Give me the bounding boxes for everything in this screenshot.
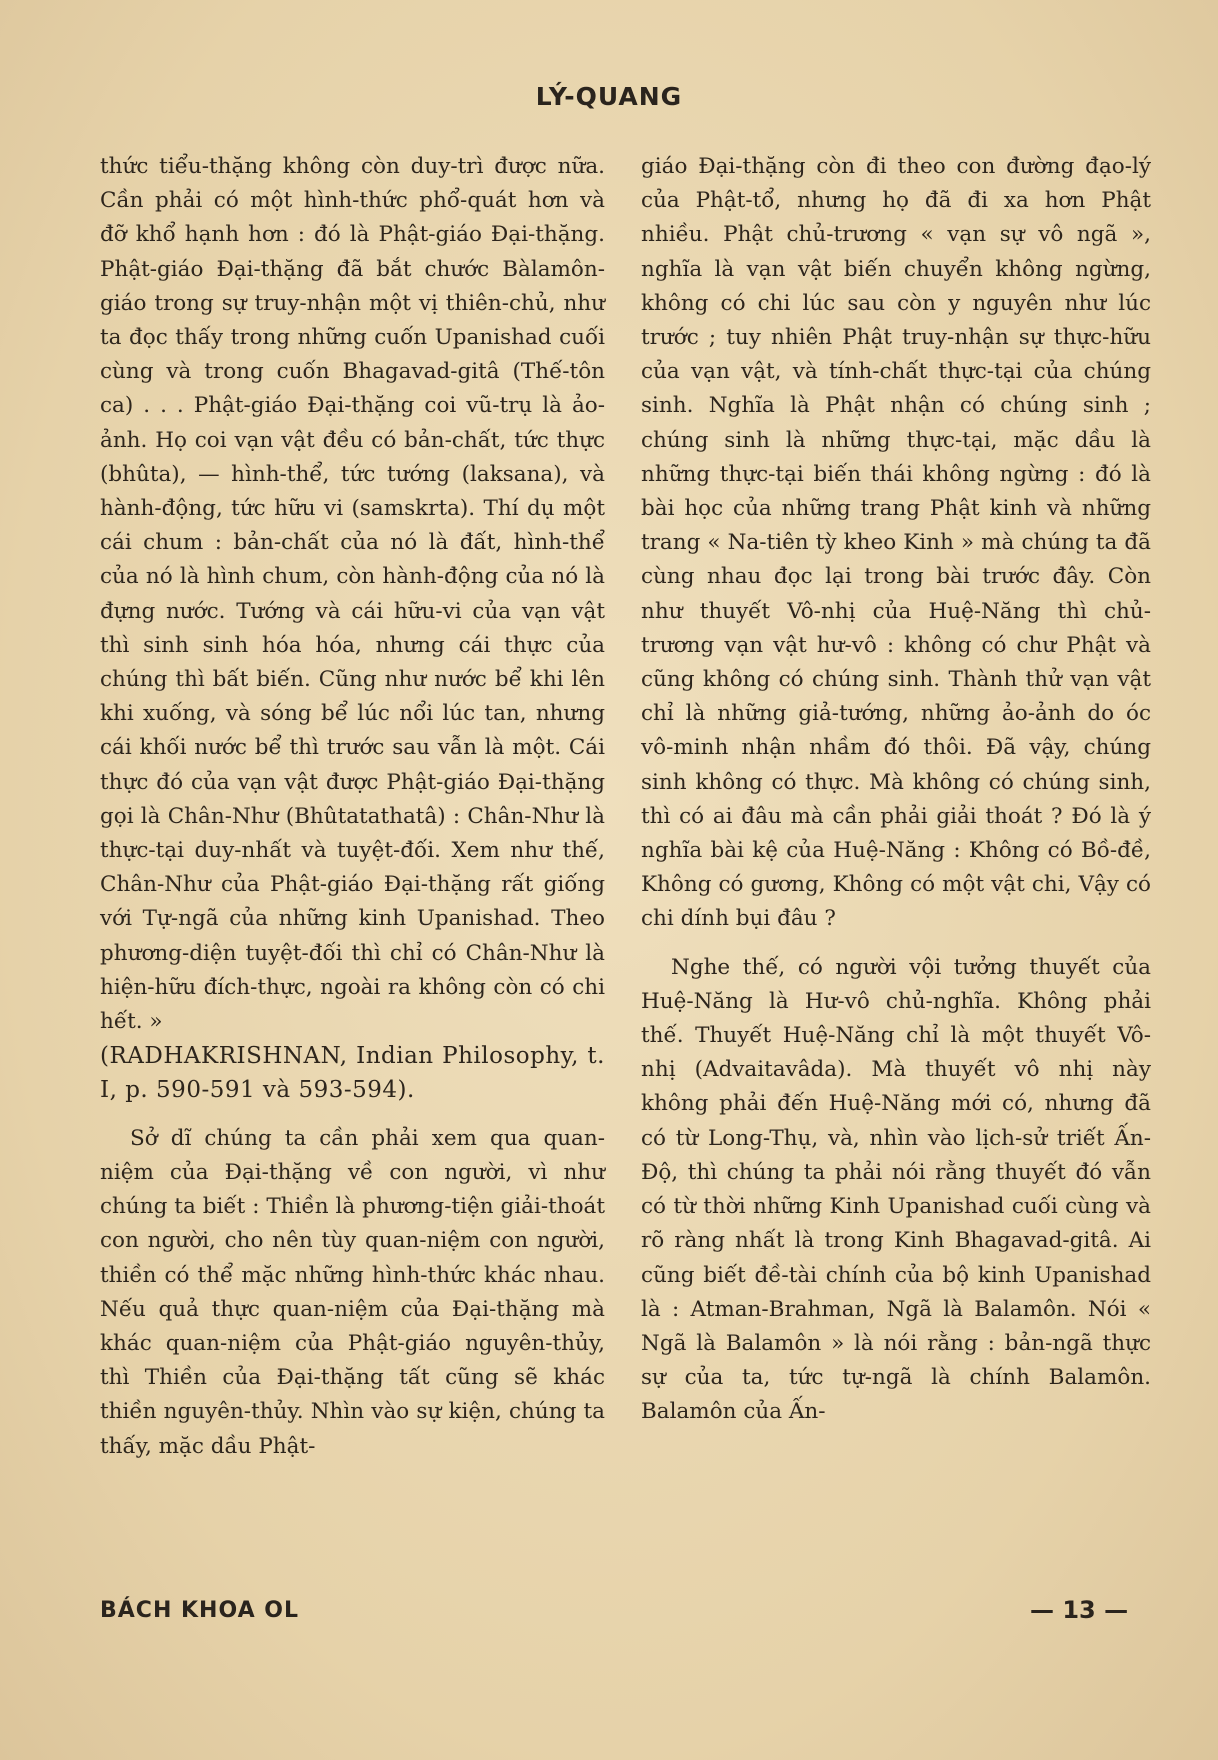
left-paragraph-2: Sở dĩ chúng ta cần phải xem qua quan-niệm của Đại-thặng về con người, vì như chúng ta biết : Thiền là phương-tiện giải-thoát con người, cho nên tùy quan-niệm con người, thiền có thể mặc những hình-thức khác nhau. Nếu quả thực quan-niệm của Đại-thặng mà khác quan-niệm của Phật-giáo nguyên-thủy, thì Thiền của Đại-thặng tất cũng sẽ khác thiền nguyên-thủy. Nhìn vào sự kiện, chúng ta thấy, mặc dầu Phật- [100,1125,605,1459]
right-paragraph-2: Nghe thế, có người vội tưởng thuyết của Huệ-Năng là Hư-vô chủ-nghĩa. Không phải thế. Thuyết Huệ-Năng chỉ là một thuyết Vô-nhị (Advaitavâda). Mà thuyết vô nhị này không phải đến Huệ-Năng mới có, nhưng đã có từ Long-Thụ, và, nhìn vào lịch-sử triết Ấn-Độ, thì chúng ta phải nói rằng thuyết đó vẫn có từ thời những Kinh Upanishad cuối cùng và rõ ràng nhất là trong Kinh Bhagavad-gitâ. Ai cũng biết đề-tài chính của bộ kinh Upanishad là : Atman-Brahman, Ngã là Balamôn. Nói « Ngã là Balamôn » là nói rằng : bản-ngã thực sự của ta, tức tự-ngã là chính Balamôn. Balamôn của Ấn- [641,954,1151,1425]
page-number: — 13 — [1030,1596,1129,1624]
citation-reference: (RADHAKRISHNAN, Indian Philosophy, t. I, p. 590-591 và 593-594). [100,1043,605,1104]
left-column [100,150,605,1464]
right-paragraph-1: giáo Đại-thặng còn đi theo con đường đạo-lý của Phật-tổ, nhưng họ đã đi xa hơn Phật nhiều. Phật chủ-trương « vạn sự vô ngã », nghĩa là vạn vật biến chuyển không ngừng, không có chi lúc sau còn y nguyên như lúc trước ; tuy nhiên Phật truy-nhận sự thực-hữu của vạn vật, và tính-chất thực-tại của chúng sinh. Nghĩa là Phật nhận có chúng sinh ; chúng sinh là những thực-tại, mặc dầu là những thực-tại biến thái không ngừng : đó là bài học của những trang Phật kinh và những trang « Na-tiên tỳ kheo Kinh » mà chúng ta đã cùng nhau đọc lại trong bài trước đây. Còn như thuyết Vô-nhị của Huệ-Năng thì chủ-trương vạn vật hư-vô : không có chư Phật và cũng không có chúng sinh. Thành thử vạn vật chỉ là những giả-tướng, những ảo-ảnh do óc vô-minh nhận nhầm đó thôi. Đã vậy, chúng sinh không có thực. Mà không có chúng sinh, thì có ai đâu mà cần phải giải thoát ? Đó là ý nghĩa bài kệ của Huệ-Năng : Không có Bồ-đề, Không có gương, Không có một vật chi, Vậy có chi dính bụi đâu ? [641,154,1151,932]
page-header-title: LÝ-QUANG [535,82,683,111]
footer-magazine-name: BÁCH KHOA OL [100,1598,299,1623]
right-column [641,150,1151,1430]
left-paragraph-1: thức tiểu-thặng không còn duy-trì được nữa. Cần phải có một hình-thức phổ-quát hơn và đỡ khổ hạnh hơn : đó là Phật-giáo Đại-thặng. Phật-giáo Đại-thặng đã bắt chước Bàlamôn-giáo trong sự truy-nhận một vị thiên-chủ, như ta đọc thấy trong những cuốn Upanishad cuối cùng và trong cuốn Bhagavad-gitâ (Thế-tôn ca) . . . Phật-giáo Đại-thặng coi vũ-trụ là ảo-ảnh. Họ coi vạn vật đều có bản-chất, tức thực (bhûta), — hình-thể, tức tướng (laksana), và hành-động, tức hữu vi (samskrta). Thí dụ một cái chum : bản-chất của nó là đất, hình-thể của nó là hình chum, còn hành-động của nó là đựng nước. Tướng và cái hữu-vi của vạn vật thì sinh sinh hóa hóa, nhưng cái thực của chúng thì bất biến. Cũng như nước bể khi lên khi xuống, và sóng bể lúc nổi lúc tan, nhưng cái khối nước bể thì trước sau vẫn là một. Cái thực đó của vạn vật được Phật-giáo Đại-thặng gọi là Chân-Như (Bhûtatathatâ) : Chân-Như là thực-tại duy-nhất và tuyệt-đối. Xem như thế, Chân-Như của Phật-giáo Đại-thặng rất giống với Tự-ngã của những kinh Upanishad. Theo phương-diện tuyệt-đối thì chỉ có Chân-Như là hiện-hữu đích-thực, ngoài ra không còn có chi hết. » [100,154,605,1035]
